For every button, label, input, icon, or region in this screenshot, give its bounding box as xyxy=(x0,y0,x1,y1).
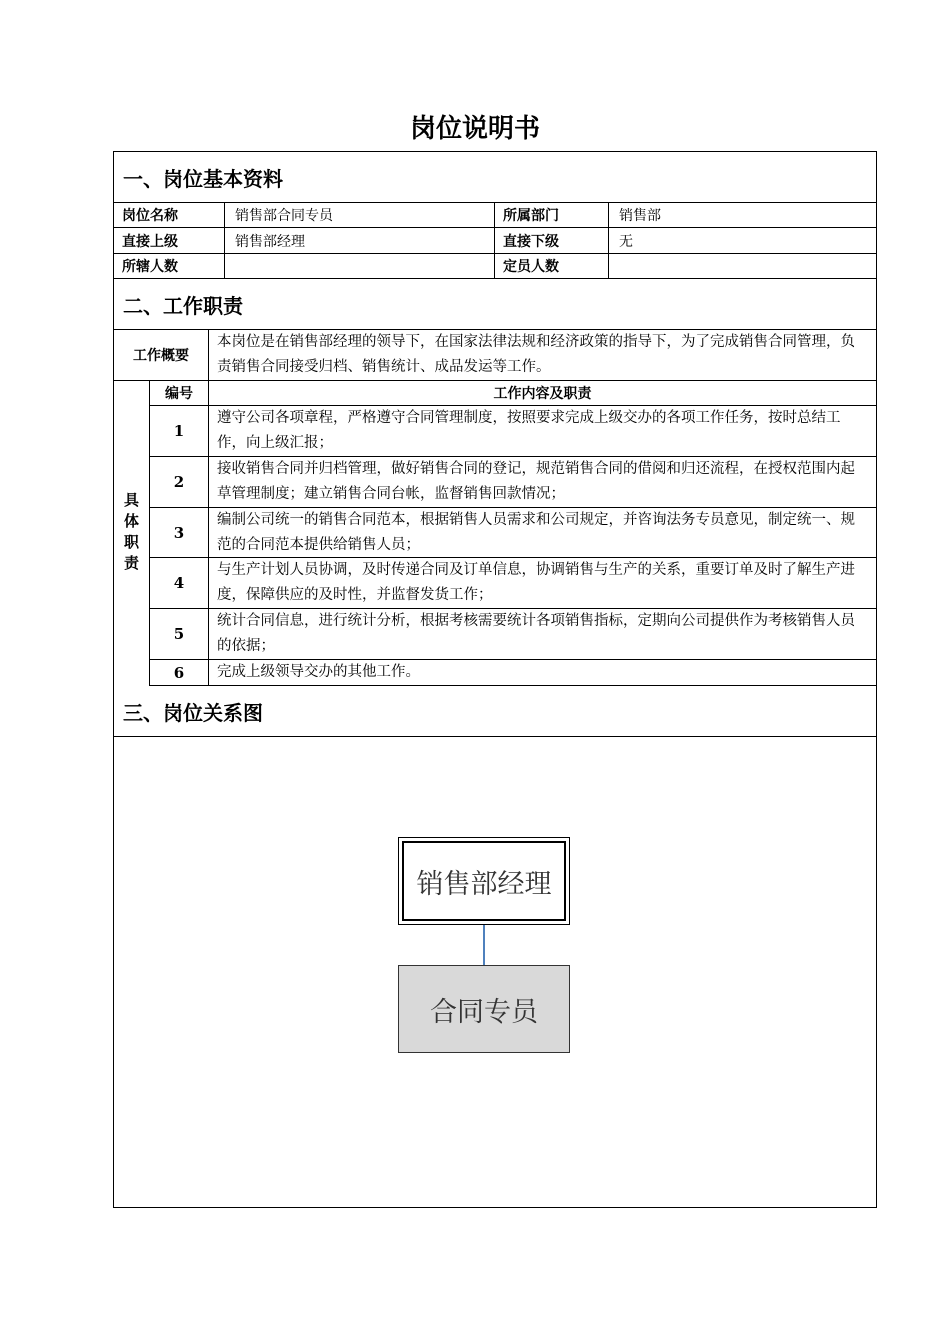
label-staff-quota: 定员人数 xyxy=(495,254,609,278)
duty-number: 2 xyxy=(150,457,209,507)
label-position-name: 岗位名称 xyxy=(114,203,225,227)
table-row xyxy=(150,457,876,508)
duty-text: 完成上级领导交办的其他工作。 xyxy=(217,664,420,680)
col-header-content: 工作内容及职责 xyxy=(493,386,592,402)
duty-number: 4 xyxy=(150,558,209,608)
section3-heading: 三、岗位关系图 xyxy=(114,686,876,737)
job-description-table xyxy=(113,151,877,1208)
duty-number: 6 xyxy=(150,660,209,685)
table-row xyxy=(150,660,876,686)
label-headcount-managed: 所辖人数 xyxy=(114,254,225,278)
table-row xyxy=(150,609,876,660)
value-direct-superior: 销售部经理 xyxy=(225,228,495,253)
info-row xyxy=(114,254,876,279)
value-staff-quota xyxy=(609,254,876,278)
value-position-name: 销售部合同专员 xyxy=(225,203,495,227)
duty-number: 1 xyxy=(150,406,209,456)
duty-text: 编制公司统一的销售合同范本，根据销售人员需求和公司规定，并咨询法务专员意见，制定统一、规范的合同范本提供给销售人员； xyxy=(217,511,855,553)
superior-box xyxy=(398,837,570,925)
duty-text: 接收销售合同并归档管理，做好销售合同的登记，规范销售合同的借阅和归还流程，在授权范围内起草管理制度；建立销售合同台帐，监督销售回款情况； xyxy=(217,461,855,502)
overview-row xyxy=(114,330,876,381)
label-direct-superior: 直接上级 xyxy=(114,228,225,253)
connector-line xyxy=(483,925,485,965)
duty-text: 与生产计划人员协调，及时传递合同及订单信息，协调销售与生产的关系，重要订单及时了解生产进度，保障供应的及时性，并监督发货工作； xyxy=(217,562,855,603)
duties-header-row xyxy=(150,381,876,406)
duties-side-label: 具体职责 xyxy=(114,381,150,686)
superior-label: 销售部经理 xyxy=(402,841,566,921)
section1-heading: 一、岗位基本资料 xyxy=(114,152,876,203)
duty-number: 3 xyxy=(150,508,209,557)
duty-text: 统计合同信息，进行统计分析，根据考核需要统计各项销售指标，定期向公司提供作为考核销售人员的依据； xyxy=(217,613,855,654)
overview-label: 工作概要 xyxy=(114,330,209,380)
value-headcount-managed xyxy=(225,254,495,278)
duty-text: 遵守公司各项章程，严格遵守合同管理制度，按照要求完成上级交办的各项工作任务，按时总结工作，向上级汇报； xyxy=(217,410,841,451)
info-row xyxy=(114,228,876,254)
info-row xyxy=(114,203,876,228)
position-box: 合同专员 xyxy=(398,965,570,1053)
label-direct-subordinate: 直接下级 xyxy=(495,228,609,253)
page-title: 岗位说明书 xyxy=(409,114,540,144)
section2-heading: 二、工作职责 xyxy=(114,279,876,330)
value-department: 销售部 xyxy=(619,208,661,224)
label-department: 所属部门 xyxy=(495,203,609,227)
overview-text: 本岗位是在销售部经理的领导下，在国家法律法规和经济政策的指导下，为了完成销售合同管理，负责销售合同接受归档、销售统计、成品发运等工作。 xyxy=(217,334,855,375)
value-direct-subordinate: 无 xyxy=(619,233,633,250)
duty-number: 5 xyxy=(150,609,209,659)
col-header-number: 编号 xyxy=(150,381,209,405)
table-row xyxy=(150,558,876,609)
table-row xyxy=(150,508,876,558)
table-row xyxy=(150,406,876,457)
